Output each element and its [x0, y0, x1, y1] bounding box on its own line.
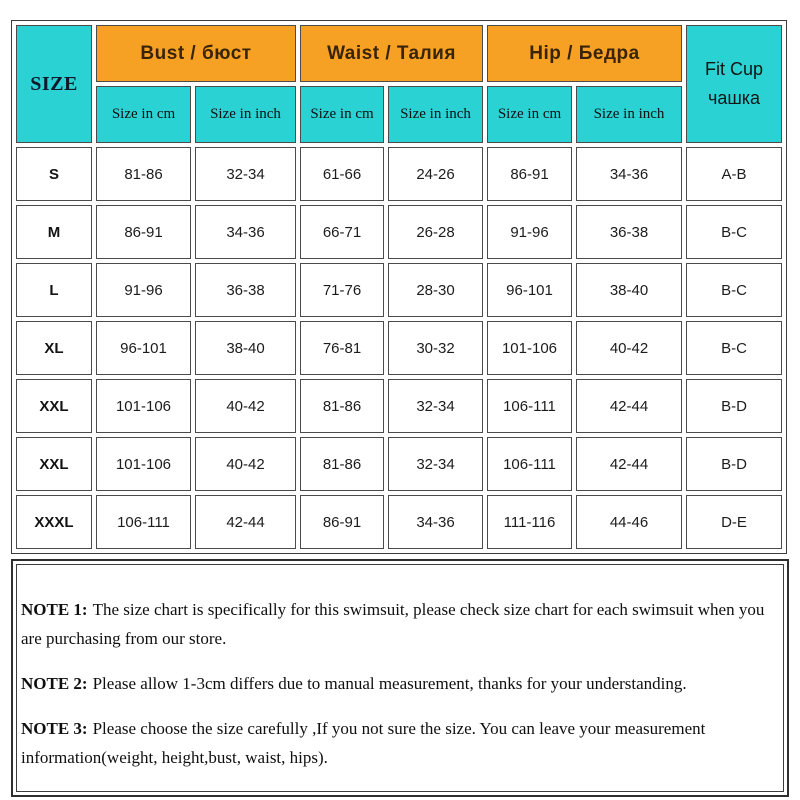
table-row — [16, 205, 782, 259]
fit-cup-value-cell: A-B — [686, 147, 782, 201]
bust-group-header: Bust / бюст — [96, 25, 296, 82]
size-label: M — [16, 205, 92, 259]
measurement-value-cell: 106-111 — [487, 379, 572, 433]
measurement-value-cell: 101-106 — [96, 379, 191, 433]
waist-inch-subheader: Size in inch — [388, 86, 483, 143]
size-label: L — [16, 263, 92, 317]
measurement-value-cell: 30-32 — [388, 321, 483, 375]
hip-inch-subheader: Size in inch — [576, 86, 682, 143]
note-3-text: Please choose the size carefully ,If you not sure the size. You can leave your measurement information(weight, height,bust, waist, hips). — [21, 719, 706, 767]
size-chart-table — [11, 20, 787, 554]
table-row — [16, 147, 782, 201]
measurement-value-cell: 91-96 — [96, 263, 191, 317]
fit-cup-value-cell: B-D — [686, 379, 782, 433]
size-label: XL — [16, 321, 92, 375]
measurement-value-cell: 40-42 — [195, 437, 296, 491]
fit-cup-value-cell: D-E — [686, 495, 782, 549]
measurement-value-cell: 111-116 — [487, 495, 572, 549]
measurement-value-cell: 106-111 — [96, 495, 191, 549]
measurement-value-cell: 24-26 — [388, 147, 483, 201]
measurement-value-cell: 42-44 — [576, 379, 682, 433]
size-column-header: SIZE — [16, 25, 92, 143]
measurement-value-cell: 32-34 — [195, 147, 296, 201]
notes-box — [11, 559, 789, 797]
measurement-value-cell: 32-34 — [388, 437, 483, 491]
fit-cup-value-cell: B-C — [686, 263, 782, 317]
measurement-value-cell: 38-40 — [195, 321, 296, 375]
measurement-value-cell: 106-111 — [487, 437, 572, 491]
note-paragraph — [21, 595, 777, 653]
measurement-value-cell: 40-42 — [195, 379, 296, 433]
measurement-value-cell: 91-96 — [487, 205, 572, 259]
measurement-value-cell: 86-91 — [300, 495, 384, 549]
header-row-groups — [16, 25, 782, 82]
measurement-value-cell: 96-101 — [487, 263, 572, 317]
hip-group-header: Hip / Бедра — [487, 25, 682, 82]
note-1-label: NOTE 1: — [21, 600, 88, 619]
notes-box-inner — [16, 564, 784, 792]
measurement-value-cell: 76-81 — [300, 321, 384, 375]
table-row — [16, 495, 782, 549]
measurement-value-cell: 101-106 — [96, 437, 191, 491]
fit-cup-header-line2: чашка — [707, 88, 761, 108]
waist-cm-subheader: Size in cm — [300, 86, 384, 143]
measurement-value-cell: 34-36 — [576, 147, 682, 201]
measurement-value-cell: 101-106 — [487, 321, 572, 375]
note-paragraph — [21, 714, 777, 772]
fit-cup-header — [686, 25, 782, 143]
size-label: XXL — [16, 437, 92, 491]
measurement-value-cell: 36-38 — [195, 263, 296, 317]
table-row — [16, 379, 782, 433]
fit-cup-value-cell: B-D — [686, 437, 782, 491]
measurement-value-cell: 28-30 — [388, 263, 483, 317]
measurement-value-cell: 81-86 — [300, 437, 384, 491]
measurement-value-cell: 86-91 — [96, 205, 191, 259]
header-row-units — [16, 86, 782, 143]
note-2-label: NOTE 2: — [21, 674, 88, 693]
hip-cm-subheader: Size in cm — [487, 86, 572, 143]
fit-cup-value-cell: B-C — [686, 205, 782, 259]
table-row — [16, 263, 782, 317]
measurement-value-cell: 44-46 — [576, 495, 682, 549]
measurement-value-cell: 61-66 — [300, 147, 384, 201]
note-3-label: NOTE 3: — [21, 719, 88, 738]
size-label: S — [16, 147, 92, 201]
size-label: XXL — [16, 379, 92, 433]
measurement-value-cell: 36-38 — [576, 205, 682, 259]
measurement-value-cell: 26-28 — [388, 205, 483, 259]
note-2-text: Please allow 1-3cm differs due to manual measurement, thanks for your understanding. — [92, 674, 687, 693]
waist-group-header: Waist / Талия — [300, 25, 483, 82]
measurement-value-cell: 66-71 — [300, 205, 384, 259]
note-paragraph — [21, 669, 777, 698]
measurement-value-cell: 32-34 — [388, 379, 483, 433]
measurement-value-cell: 81-86 — [300, 379, 384, 433]
measurement-value-cell: 38-40 — [576, 263, 682, 317]
measurement-value-cell: 34-36 — [195, 205, 296, 259]
measurement-value-cell: 86-91 — [487, 147, 572, 201]
measurement-value-cell: 42-44 — [576, 437, 682, 491]
measurement-value-cell: 34-36 — [388, 495, 483, 549]
note-1-text: The size chart is specifically for this swimsuit, please check size chart for each swimsuit when you are purchasing from our store. — [21, 600, 765, 648]
table-row — [16, 437, 782, 491]
size-label: XXXL — [16, 495, 92, 549]
measurement-value-cell: 42-44 — [195, 495, 296, 549]
measurement-value-cell: 81-86 — [96, 147, 191, 201]
measurement-value-cell: 40-42 — [576, 321, 682, 375]
fit-cup-header-line1: Fit Cup — [704, 59, 764, 79]
table-row — [16, 321, 782, 375]
measurement-value-cell: 96-101 — [96, 321, 191, 375]
measurement-value-cell: 71-76 — [300, 263, 384, 317]
fit-cup-value-cell: B-C — [686, 321, 782, 375]
bust-inch-subheader: Size in inch — [195, 86, 296, 143]
bust-cm-subheader: Size in cm — [96, 86, 191, 143]
